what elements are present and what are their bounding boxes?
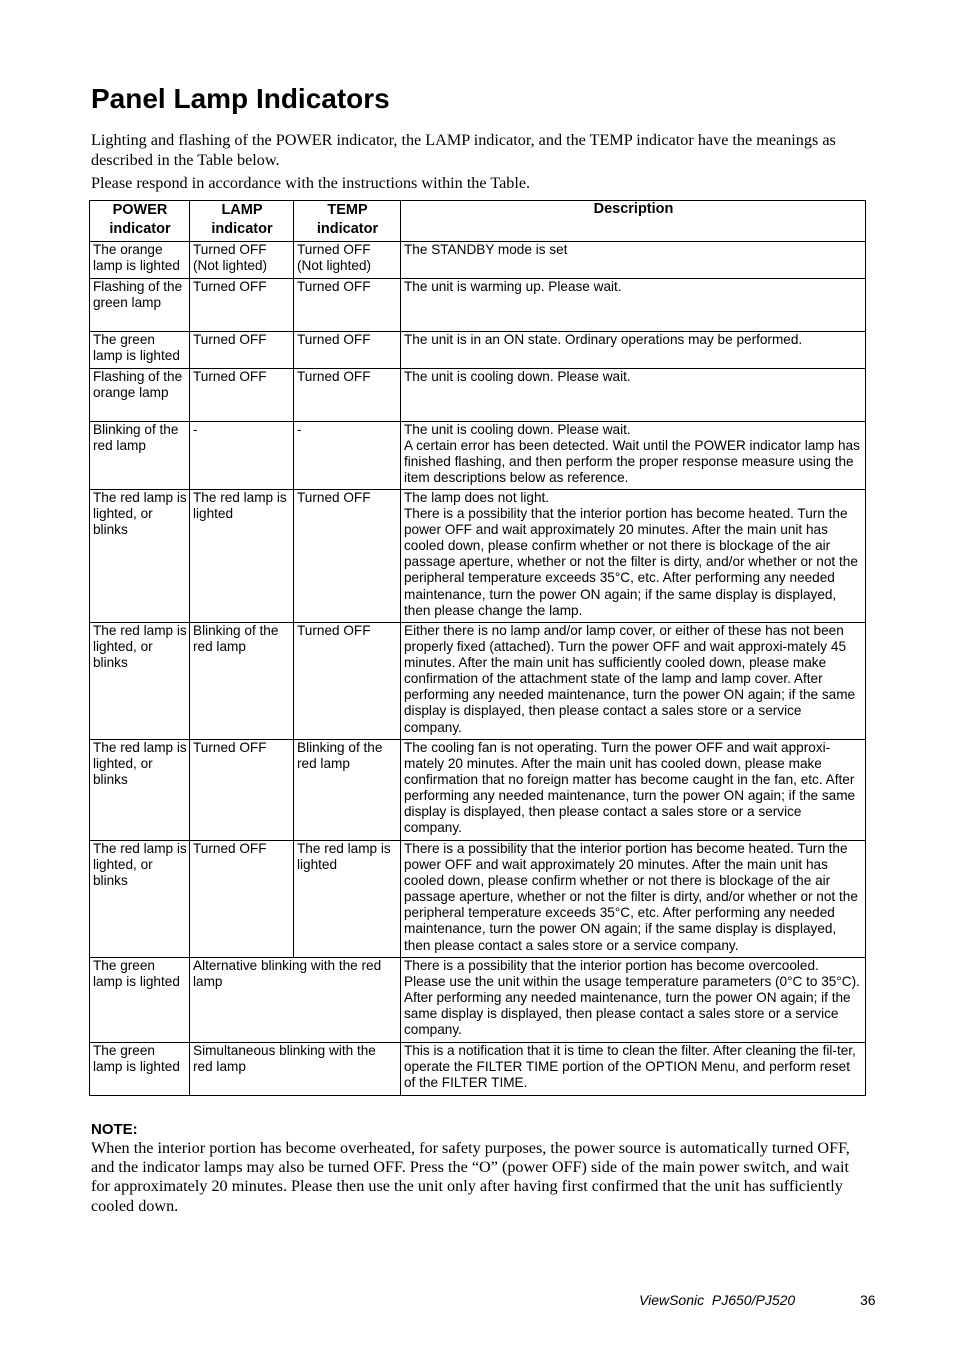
- note-title: NOTE:: [91, 1121, 138, 1138]
- description-text: The unit is warming up. Please wait.: [404, 279, 622, 294]
- temp-cell: Turned OFF (Not lighted): [294, 242, 401, 279]
- temp-cell: The red lamp is lighted: [294, 841, 401, 958]
- temp-cell: Turned OFF: [294, 369, 401, 422]
- description-cell: [401, 490, 866, 623]
- note-section: [91, 1121, 871, 1216]
- table-row: [90, 740, 866, 841]
- table-row: [90, 490, 866, 623]
- table-row: [90, 242, 866, 279]
- power-cell: Flashing of the green lamp: [90, 279, 190, 332]
- page-number: 36: [860, 1292, 876, 1308]
- header-lamp: LAMP indicator: [190, 201, 294, 242]
- lamp-cell: Turned OFF: [190, 740, 294, 841]
- description-text: There is a possibility that the interior portion has become heated. Turn the power OFF and wait approximately 20 minutes. After the main unit has cooled down, please confirm whether or not there is blockage of the air passage aperture, whether or not the filter is dirty, and/or whether or not the peripheral temperature exceeds 35°C, etc. After performing any needed maintenance, turn the power ON again; if the same display is displayed, then please contact a sales store or a service company.: [404, 841, 858, 953]
- description-text: A certain error has been detected. Wait until the POWER indicator lamp has finished flashing, and then perform the proper response measure using the item descriptions below as reference.: [404, 438, 860, 486]
- description-text: There is a possibility that the interior portion has become heated. Turn the power OFF and wait approximately 20 minutes. After the main unit has cooled down, please confirm whether or not there is blockage of the air passage aperture, whether or not the filter is dirty, and/or whether or not the peripheral temperature exceeds 35°C, etc. After performing any needed maintenance, turn the power ON again; if the same display is displayed, then please change the lamp.: [404, 506, 858, 618]
- footer-brand: ViewSonic PJ650/PJ520: [639, 1292, 796, 1308]
- description-cell: [401, 242, 866, 279]
- note-body: When the interior portion has become overheated, for safety purposes, the power source is automatically turned OFF, and the indicator lamps may also be turned OFF. Press the “O” (power OFF) side of the main power switch, and wait for approximately 20 minutes. Please then use the unit only after having first confirmed that the unit has sufficiently cooled down.: [91, 1139, 850, 1215]
- lamp-cell: The red lamp is lighted: [190, 490, 294, 623]
- description-cell: [401, 1043, 866, 1096]
- description-cell: [401, 332, 866, 369]
- description-cell: [401, 740, 866, 841]
- description-text: This is a notification that it is time to clean the filter. After cleaning the fil-ter, operate the FILTER TIME portion of the OPTION Menu, and perform reset of the FILTER TIME.: [404, 1043, 856, 1091]
- description-cell: [401, 841, 866, 958]
- table-row: [90, 332, 866, 369]
- lamp-cell: Turned OFF: [190, 841, 294, 958]
- intro-paragraph: Please respond in accordance with the instructions within the Table.: [91, 174, 531, 192]
- lamp-cell: Blinking of the red lamp: [190, 623, 294, 740]
- temp-cell: Turned OFF: [294, 490, 401, 623]
- lamp-cell: Turned OFF (Not lighted): [190, 242, 294, 279]
- power-cell: The red lamp is lighted, or blinks: [90, 490, 190, 623]
- description-cell: [401, 279, 866, 332]
- temp-cell: -: [294, 422, 401, 490]
- table-row: [90, 958, 866, 1043]
- temp-cell: Turned OFF: [294, 332, 401, 369]
- description-text: The unit is cooling down. Please wait.: [404, 422, 631, 437]
- temp-cell: Blinking of the red lamp: [294, 740, 401, 841]
- description-cell: [401, 958, 866, 1043]
- description-text: The lamp does not light.: [404, 490, 550, 505]
- description-text: Either there is no lamp and/or lamp cover, or either of these has not been properly fixed (attached). Turn the power OFF and wait approxi-mately 45 minutes. After the main unit has sufficiently cooled down, please make confirmation of the attachment state of the lamp and lamp cover. After performing any needed maintenance, turn the power ON again; if the same display is displayed, then please contact a sales store or a service company.: [404, 623, 856, 735]
- lamp-cell: -: [190, 422, 294, 490]
- intro-text: [91, 131, 871, 194]
- description-cell: [401, 369, 866, 422]
- lamp-cell: Turned OFF: [190, 279, 294, 332]
- lamp-cell: Turned OFF: [190, 369, 294, 422]
- table-row: [90, 1043, 866, 1096]
- page-footer: [0, 1292, 954, 1310]
- header-power: POWER indicator: [90, 201, 190, 242]
- lamp-temp-cell: Alternative blinking with the red lamp: [190, 958, 401, 1043]
- temp-cell: Turned OFF: [294, 279, 401, 332]
- table-row: [90, 369, 866, 422]
- power-cell: The orange lamp is lighted: [90, 242, 190, 279]
- power-cell: The green lamp is lighted: [90, 958, 190, 1043]
- power-cell: The red lamp is lighted, or blinks: [90, 841, 190, 958]
- header-description: Description: [401, 201, 866, 242]
- table-header-row: [90, 201, 866, 242]
- description-text: The cooling fan is not operating. Turn the power OFF and wait approxi-mately 20 minutes. After the main unit has cooled down, please make confirmation that no foreign matter has become caught in the fan, etc. After performing any needed maintenance, turn the power ON again; if the same display is displayed, then please contact a sales store or a service company.: [404, 740, 856, 836]
- table-row: [90, 422, 866, 490]
- power-cell: The green lamp is lighted: [90, 332, 190, 369]
- description-text: The unit is cooling down. Please wait.: [404, 369, 631, 384]
- table-row: [90, 841, 866, 958]
- description-text: There is a possibility that the interior portion has become overcooled. Please use the unit within the usage temperature parameters (0°C to 35°C). After performing any needed maintenance, turn the power ON again; if the same display is displayed, then please contact a sales store or a service company.: [404, 958, 860, 1038]
- power-cell: Flashing of the orange lamp: [90, 369, 190, 422]
- lamp-indicator-table: [89, 200, 866, 1096]
- header-temp: TEMP indicator: [294, 201, 401, 242]
- intro-paragraph: Lighting and flashing of the POWER indicator, the LAMP indicator, and the TEMP indicator have the meanings as described in the Table below.: [91, 131, 836, 169]
- power-cell: The green lamp is lighted: [90, 1043, 190, 1096]
- lamp-temp-cell: Simultaneous blinking with the red lamp: [190, 1043, 401, 1096]
- description-cell: [401, 422, 866, 490]
- table-row: [90, 623, 866, 740]
- power-cell: The red lamp is lighted, or blinks: [90, 623, 190, 740]
- description-text: The STANDBY mode is set: [404, 242, 568, 257]
- description-cell: [401, 623, 866, 740]
- page-title: Panel Lamp Indicators: [91, 83, 390, 114]
- description-text: The unit is in an ON state. Ordinary operations may be performed.: [404, 332, 803, 347]
- table-row: [90, 279, 866, 332]
- lamp-cell: Turned OFF: [190, 332, 294, 369]
- power-cell: The red lamp is lighted, or blinks: [90, 740, 190, 841]
- temp-cell: Turned OFF: [294, 623, 401, 740]
- power-cell: Blinking of the red lamp: [90, 422, 190, 490]
